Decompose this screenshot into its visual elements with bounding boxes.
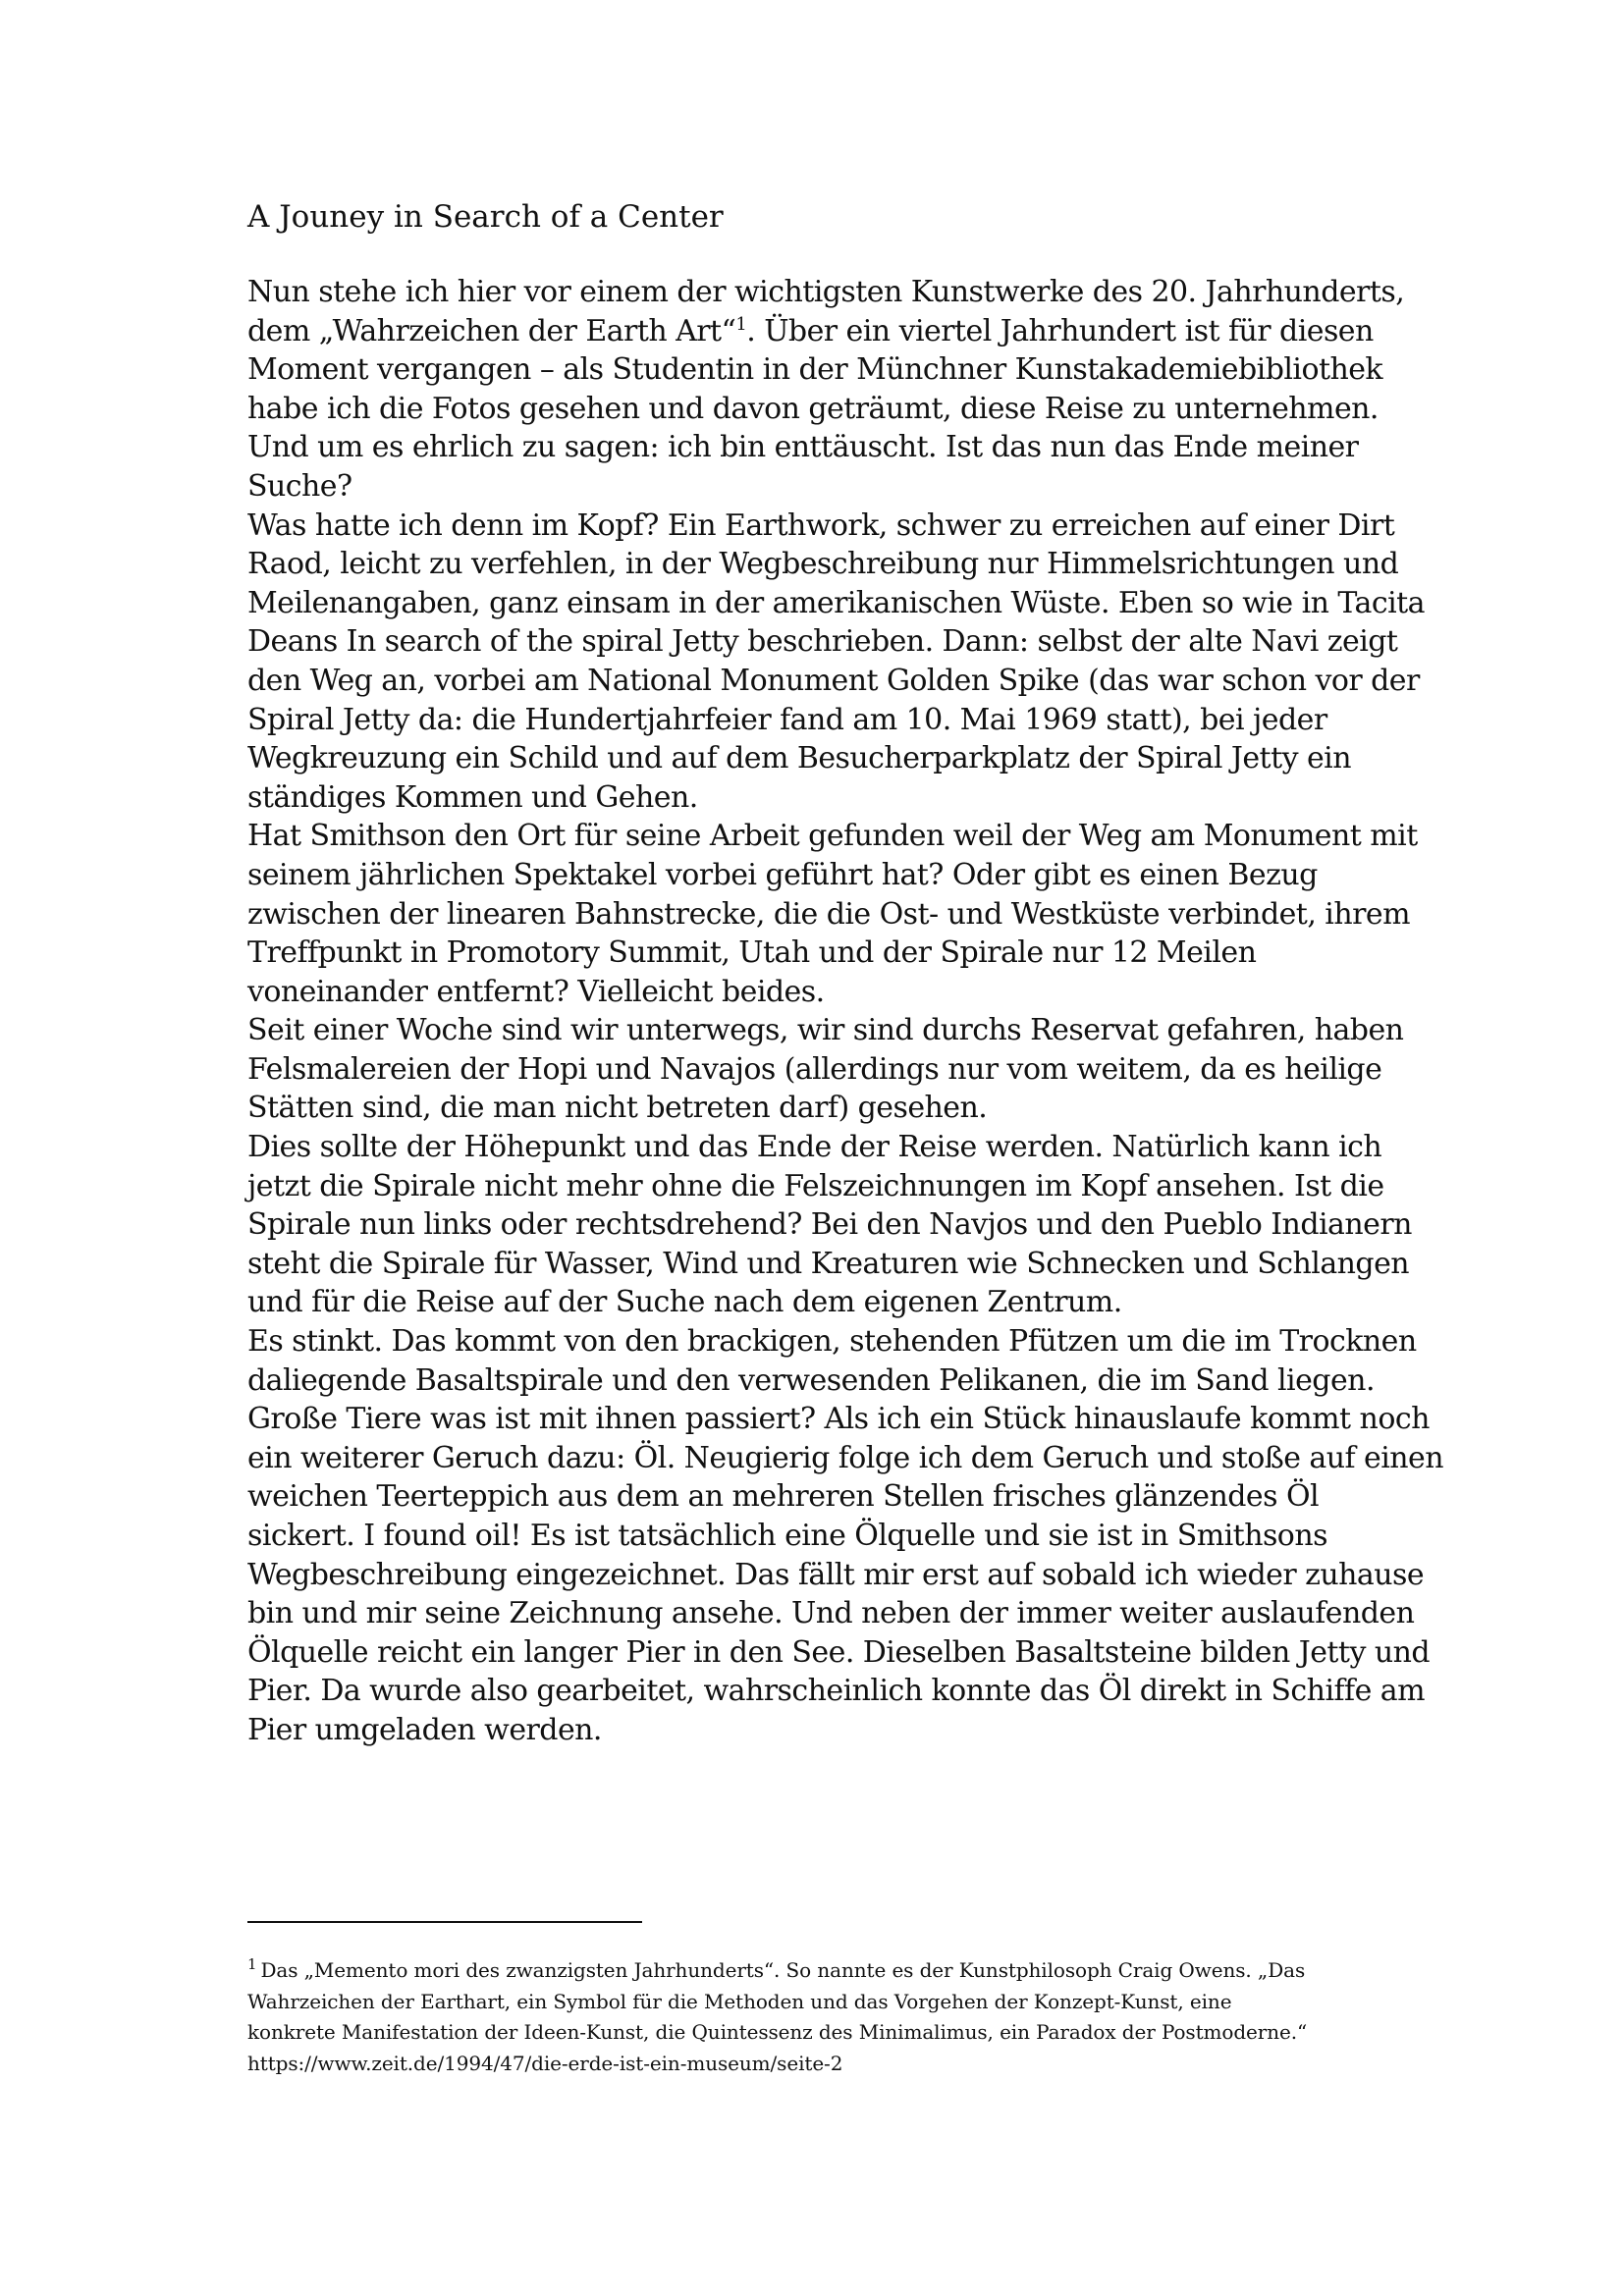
text-line: daliegende Basaltspirale und den verwesenden Pelikanen, die im Sand liegen. [247, 1362, 1375, 1398]
text-line: zwischen der linearen Bahnstrecke, die die Ost- und Westküste verbindet, ihrem [247, 896, 1410, 932]
text-line: Große Tiere was ist mit ihnen passiert? Als ich ein Stück hinauslaufe kommt noch [247, 1402, 1430, 1437]
text-line: ein weiterer Geruch dazu: Öl. Neugierig folge ich dem Geruch und stoße auf einen [247, 1440, 1444, 1475]
footnote-line [247, 1955, 1406, 1987]
text-line: Deans In search of the spiral Jetty beschrieben. Dann: selbst der alte Navi zeigt [247, 624, 1398, 660]
text-line: habe ich die Fotos gesehen und davon geträumt, diese Reise zu unternehmen. [247, 391, 1379, 426]
text-segment: dem „Wahrzeichen der Earth Art“ [247, 313, 736, 348]
text-line: und für die Reise auf der Suche nach dem eigenen Zentrum. [247, 1285, 1122, 1320]
paragraph-2 [247, 507, 1425, 818]
text-line: ständiges Kommen und Gehen. [247, 779, 698, 815]
text-line: Raod, leicht zu verfehlen, in der Wegbeschreibung nur Himmelsrichtungen und [247, 547, 1399, 582]
text-line: Meilenangaben, ganz einsam in der amerikanischen Wüste. Eben so wie in Tacita [247, 585, 1425, 620]
footnote-separator [247, 1921, 642, 1923]
paragraph-4 [247, 1011, 1404, 1128]
footnote-line: Wahrzeichen der Earthart, ein Symbol für die Methoden und das Vorgehen der Konzept-Kunst, eine [247, 1989, 1232, 2013]
text-line: steht die Spirale für Wasser, Wind und Kreaturen wie Schnecken und Schlangen [247, 1246, 1410, 1281]
footnote-marker: 1 [247, 1955, 257, 1974]
paragraph-6 [247, 1322, 1444, 1750]
paragraph-1 [247, 273, 1405, 507]
document-body [247, 273, 1444, 1750]
text-line: jetzt die Spirale nicht mehr ohne die Felszeichnungen im Kopf ansehen. Ist die [247, 1168, 1384, 1203]
text-line: sickert. I found oil! Es ist tatsächlich eine Ölquelle und sie ist in Smithsons [247, 1519, 1327, 1553]
text-line: den Weg an, vorbei am National Monument Golden Spike (das war schon vor der [247, 663, 1420, 698]
footnote [247, 1955, 1406, 2079]
text-line: Dies sollte der Höhepunkt und das Ende der Reise werden. Natürlich kann ich [247, 1130, 1382, 1165]
text-segment: . Über ein viertel Jahrhundert ist für diesen [746, 313, 1374, 348]
paragraph-3 [247, 817, 1418, 1011]
text-line: Stätten sind, die man nicht betreten darf) gesehen. [247, 1091, 988, 1126]
footnote-line: konkrete Manifestation der Ideen-Kunst, die Quintessenz des Minimalimus, ein Paradox der Postmoderne.“ [247, 2020, 1308, 2044]
text-line: Wegkreuzung ein Schild und auf dem Besucherparkplatz der Spiral Jetty ein [247, 741, 1351, 776]
text-line: Und um es ehrlich zu sagen: ich bin enttäuscht. Ist das nun das Ende meiner [247, 430, 1359, 465]
footnote-reference[interactable]: 1 [735, 313, 747, 335]
text-line: Treffpunkt in Promotory Summit, Utah und der Spirale nur 12 Meilen [247, 935, 1257, 971]
text-line: Pier umgeladen werden. [247, 1712, 602, 1747]
text-line: Seit einer Woche sind wir unterwegs, wir sind durchs Reservat gefahren, haben [247, 1013, 1404, 1048]
text-line: Hat Smithson den Ort für seine Arbeit gefunden weil der Weg am Monument mit [247, 819, 1418, 854]
text-line: Suche? [247, 468, 352, 504]
text-line: Moment vergangen – als Studentin in der Münchner Kunstakademiebibliothek [247, 352, 1383, 388]
text-line [247, 312, 1398, 351]
paragraph-5 [247, 1128, 1412, 1322]
footnote-url[interactable]: https://www.zeit.de/1994/47/die-erde-ist-ein-museum/seite-2 [247, 2051, 843, 2075]
text-line: seinem jährlichen Spektakel vorbei geführt hat? Oder gibt es einen Bezug [247, 857, 1318, 892]
text-line: Nun stehe ich hier vor einem der wichtigsten Kunstwerke des 20. Jahrhunderts, [247, 275, 1405, 309]
document-title: A Jouney in Search of a Center [247, 199, 724, 235]
text-line: weichen Teerteppich aus dem an mehreren Stellen frisches glänzendes Öl [247, 1479, 1320, 1515]
text-line: Spirale nun links oder rechtsdrehend? Bei den Navjos und den Pueblo Indianern [247, 1207, 1412, 1243]
text-line: bin und mir seine Zeichnung ansehe. Und neben der immer weiter auslaufenden [247, 1596, 1415, 1631]
text-line: Spiral Jetty da: die Hundertjahrfeier fand am 10. Mai 1969 statt), bei jeder [247, 702, 1327, 737]
text-line: Ölquelle reicht ein langer Pier in den See. Dieselben Basaltsteine bilden Jetty und [247, 1634, 1431, 1670]
text-line: Wegbeschreibung eingezeichnet. Das fällt mir erst auf sobald ich wieder zuhause [247, 1557, 1425, 1592]
text-line: voneinander entfernt? Vielleicht beides. [247, 974, 825, 1009]
text-line: Es stinkt. Das kommt von den brackigen, stehenden Pfützen um die im Trocknen [247, 1324, 1417, 1360]
text-line: Was hatte ich denn im Kopf? Ein Earthwork, schwer zu erreichen auf einer Dirt [247, 507, 1395, 543]
text-segment: Das „Memento mori des zwanzigsten Jahrhunderts“. So nannte es der Kunstphilosoph Craig Owens. „Das [260, 1958, 1306, 1982]
text-line: Felsmalereien der Hopi und Navajos (allerdings nur vom weitem, da es heilige [247, 1051, 1382, 1087]
text-line: Pier. Da wurde also gearbeitet, wahrscheinlich konnte das Öl direkt in Schiffe am [247, 1674, 1426, 1709]
